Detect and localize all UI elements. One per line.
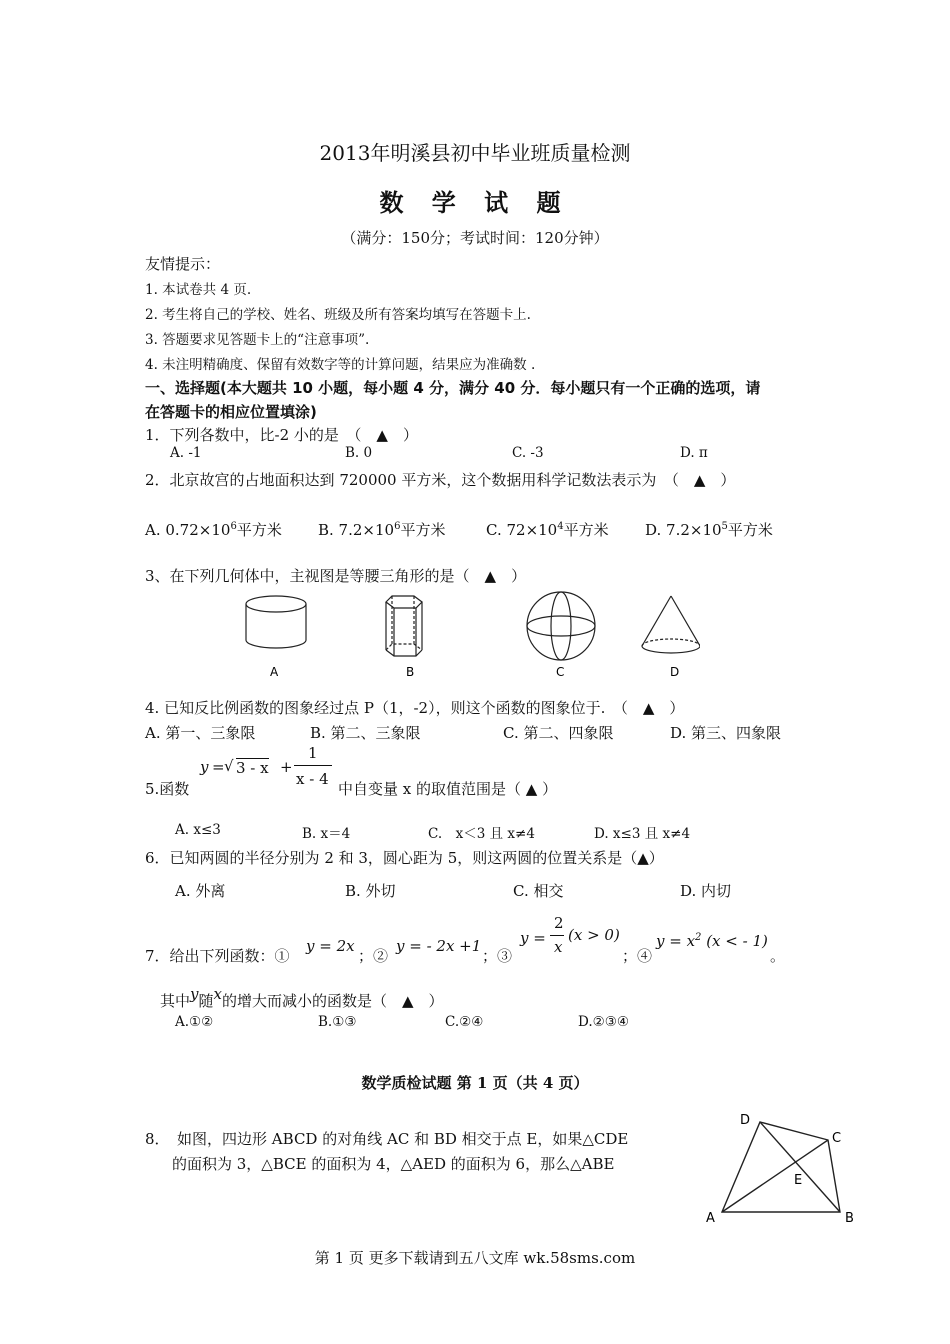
q5-formula: y = √ 3 - x + 1 x - 4 [198, 744, 336, 794]
sphere-shape [527, 592, 595, 660]
q5-option-b: B. x＝4 [302, 826, 351, 842]
q7-function-3: y = 2 x (x > 0) [520, 914, 620, 956]
q6-stem: 6．已知两圆的半径分别为 2 和 3，圆心距为 5，则这两圆的位置关系是（▲） [145, 849, 664, 867]
q5-option-d: D. x≤3 且 x≠4 [594, 826, 691, 842]
vertex-label-d: D [740, 1113, 751, 1128]
cone-shape [642, 596, 700, 653]
q1-stem: 1．下列各数中，比-2 小的是 （ ▲ ） [145, 426, 418, 444]
q7-option-b: B.①③ [318, 1014, 357, 1030]
q7-function-1: y = 2x [306, 937, 355, 955]
q6-option-d: D. 内切 [680, 882, 732, 900]
cylinder-shape [246, 596, 306, 648]
subject-title: 数 学 试 题 [379, 188, 571, 217]
q8-line2: 的面积为 3，△BCE 的面积为 4，△AED 的面积为 6，那么△ABE [172, 1155, 615, 1173]
q5-option-a: A. x≤3 [175, 822, 221, 838]
solid-label: A [270, 665, 279, 679]
q1-option-d: D. π [680, 445, 708, 461]
q2-stem: 2．北京故宫的占地面积达到 720000 平方米，这个数据用科学记数法表示为 （ ▲ ） [145, 471, 736, 489]
tip-item: 1. 本试卷共 4 页. [145, 282, 252, 298]
q3-stem: 3、在下列几何体中，主视图是等腰三角形的是（ ▲ ） [145, 567, 527, 585]
q2-option-c: C. $72\times 10^4$平方米 [486, 521, 609, 539]
q6-option-a: A. 外离 [175, 882, 226, 900]
q7-end: 。 [770, 947, 786, 965]
download-footer: 第 1 页 更多下载请到五八文库 wk.58sms.com [314, 1249, 636, 1267]
solid-label: B [406, 665, 415, 679]
q7-separator: ；② [358, 947, 389, 965]
solid-label: D [670, 665, 680, 679]
tips-heading: 友情提示： [145, 255, 221, 273]
q7-separator: ；③ [482, 947, 513, 965]
q6-option-c: C. 相交 [513, 882, 564, 900]
q5-prefix: 5.函数 [145, 780, 190, 798]
q4-option-c: C. 第二、四象限 [503, 724, 614, 742]
q7-option-c: C.②④ [445, 1014, 484, 1030]
q1-option-a: A. -1 [170, 445, 202, 461]
q2-option-d: D. $7.2\times 10^5$平方米 [645, 521, 773, 539]
q8-line1: 8． 如图，四边形 ABCD 的对角线 AC 和 BD 相交于点 E，如果△CDE [145, 1130, 629, 1148]
q7-function-2: y = - 2x +1 [396, 937, 482, 955]
section-heading: 一、选择题(本大题共 10 小题，每小题 4 分，满分 40 分．每小题只有一个正确的选项，请 [145, 379, 761, 397]
q7-function-4: $y = x^2$ (x < - 1) [656, 932, 768, 950]
q1-option-c: C. -3 [512, 445, 544, 461]
q4-option-a: A. 第一、三象限 [145, 724, 256, 742]
exam-title: 2013年明溪县初中毕业班质量检测 [319, 141, 631, 165]
q7-option-d: D.②③④ [578, 1014, 629, 1030]
q7-option-a: A.①② [175, 1014, 214, 1030]
tip-item: 3. 答题要求见答题卡上的“注意事项”. [145, 332, 370, 348]
q7-line2: 其中y随x的增大而减小的函数是（ ▲ ） [160, 985, 444, 1010]
q4-option-d: D. 第三、四象限 [670, 724, 782, 742]
tip-item: 2. 考生将自己的学校、姓名、班级及所有答案均填写在答题卡上. [145, 307, 531, 323]
quadrilateral-figure [700, 1108, 865, 1228]
section-heading-cont: 在答题卡的相应位置填涂) [145, 403, 317, 421]
q6-option-b: B. 外切 [345, 882, 396, 900]
solids-figure [230, 590, 700, 682]
q7-prefix: 7．给出下列函数：① [145, 947, 290, 965]
exam-info: （满分：150分；考试时间：120分钟） [341, 229, 609, 247]
vertex-label-a: A [706, 1211, 715, 1226]
q2-option-a: A. $0.72\times 10^6$平方米 [145, 521, 282, 539]
q4-option-b: B. 第二、三象限 [310, 724, 421, 742]
tip-item: 4. 未注明精确度、保留有效数字等的计算问题，结果应为准确数 . [145, 357, 536, 373]
q5-option-c: C. x＜3 且 x≠4 [428, 826, 535, 842]
hexagonal-prism-shape [386, 596, 422, 656]
page-footer-title: 数学质检试题 第 1 页（共 4 页） [361, 1074, 589, 1092]
q5-suffix: 中自变量 x 的取值范围是（ ▲ ） [338, 780, 558, 798]
solid-label: C [556, 665, 565, 679]
vertex-label-e: E [794, 1173, 803, 1188]
q4-stem: 4. 已知反比例函数的图象经过点 P（1，-2），则这个函数的图象位于. （ ▲ ） [145, 699, 685, 717]
vertex-label-c: C [832, 1131, 842, 1146]
q1-option-b: B. 0 [345, 445, 373, 461]
q7-separator: ；④ [622, 947, 653, 965]
q2-option-b: B. $7.2\times 10^6$平方米 [318, 521, 446, 539]
vertex-label-b: B [845, 1211, 854, 1226]
